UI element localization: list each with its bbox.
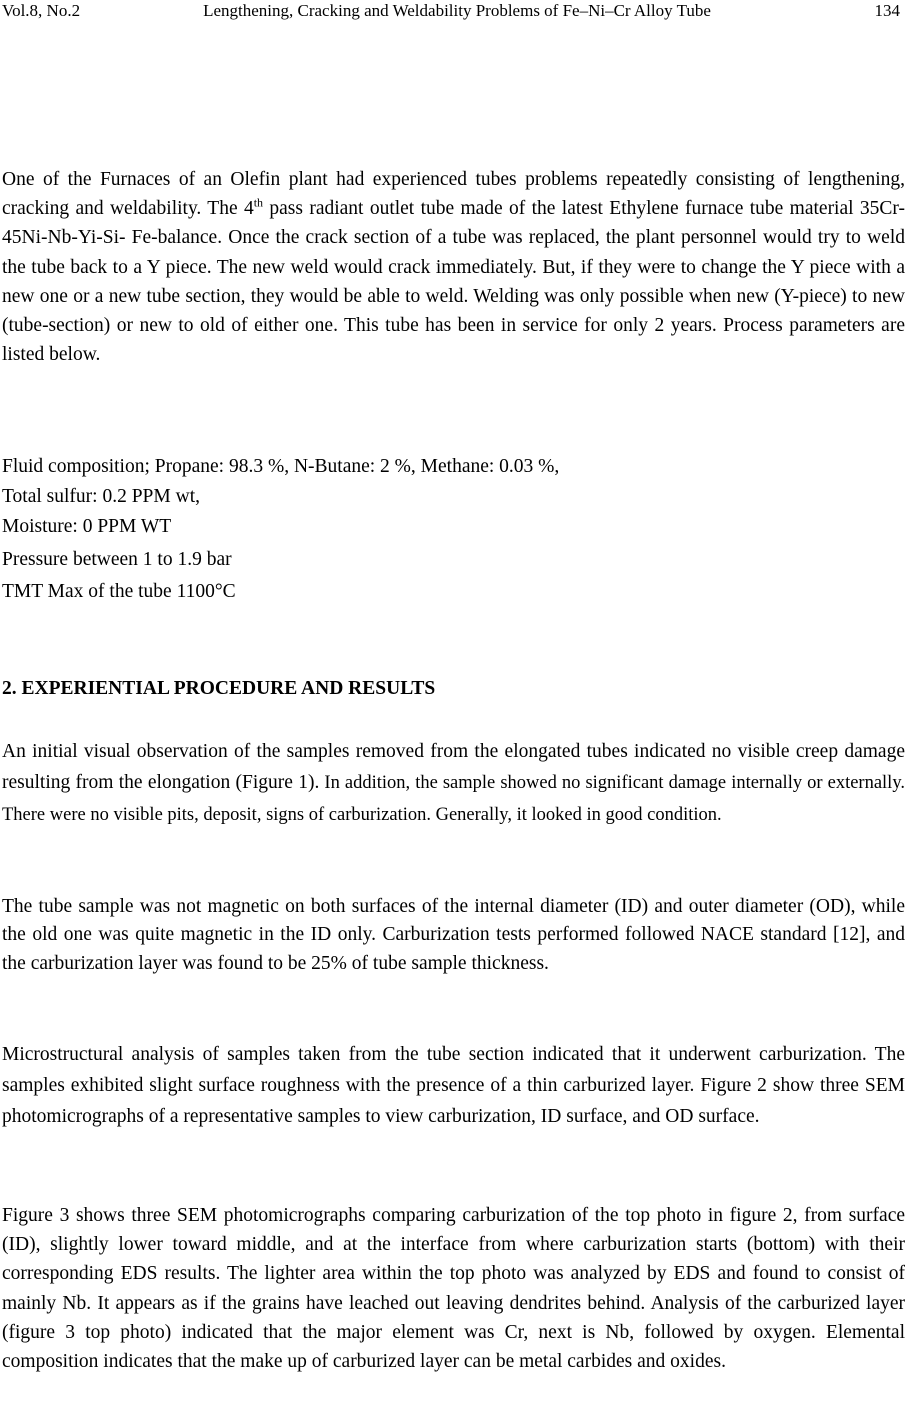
parameter-fluid-composition: Fluid composition; Propane: 98.3 %, N-Butane: 2 %, Methane: 0.03 %,: [2, 456, 560, 477]
visual-observation-text-rest: In addition, the sample showed no significant damage internally or externally. There were no visible pits, deposit, signs of carburization. Generally, it looked in good condition.: [2, 773, 905, 826]
figure3-paragraph: [2, 1201, 905, 1376]
microstructure-text-start: Microstructural analysis of samples taken from the tube section indicated that it underwent carburization. The samples exhibited slight surface roughness with the presence of a thin carburized layer: [2, 1044, 905, 1096]
intro-text-start: One of the Furnaces of an Olefin plant had experienced tubes problems repeatedly consisting of lengthening, cracking and weldability. The 4: [2, 169, 905, 220]
microstructure-paragraph: [2, 1040, 905, 1132]
visual-observation-text-start: An initial visual observation of the samples removed from the elongated tubes indicated no visible creep damage resulting from the elongation (Figure 1).: [2, 741, 905, 794]
visual-observation-paragraph: [2, 736, 905, 832]
journal-volume: Vol.8, No.2: [2, 1, 81, 20]
parameter-tmt-max: TMT Max of the tube 1100°C: [2, 581, 236, 602]
ordinal-superscript: th: [253, 195, 264, 210]
intro-paragraph: [2, 165, 905, 369]
page-number: 134: [874, 1, 900, 20]
section-heading: 2. EXPERIENTIAL PROCEDURE AND RESULTS: [2, 678, 436, 699]
parameter-pressure: Pressure between 1 to 1.9 bar: [2, 549, 232, 570]
magnetic-test-paragraph: [2, 893, 905, 978]
parameter-moisture: Moisture: 0 PPM WT: [2, 516, 172, 537]
figure3-text: Figure 3 shows three SEM photomicrographs comparing carburization of the top photo in figure 2, from surface (ID), slightly lower toward middle, and at the interface from where carburization starts (bottom) with their corresponding EDS results. The lighter area within the top photo was analyzed by EDS and found to consist of mainly Nb. It appears as if the grains have leached out leaving dendrites behind. Analysis of the carburized layer (figure 3 top photo) indicated that the major element was Cr, next is Nb, followed by oxygen. Elemental composition indicates that the make up of carburized layer can be metal carbides and oxides.: [2, 1205, 905, 1373]
magnetic-test-text: The tube sample was not magnetic on both surfaces of the internal diameter (ID) and outer diameter (OD), while the old one was quite magnetic in the ID only. Carburization tests performed followed NACE standard [12], and the carburization layer was found to be 25% of tube sample thickness.: [2, 896, 905, 974]
article-running-title: Lengthening, Cracking and Weldability Problems of Fe–Ni–Cr Alloy Tube: [203, 1, 711, 20]
running-header: [2, 0, 902, 22]
parameter-total-sulfur: Total sulfur: 0.2 PPM wt,: [2, 486, 200, 507]
microstructure-text-rest: . Figure 2 show three SEM photomicrographs of a representative samples to view carburization, ID surface, and OD surface.: [2, 1074, 905, 1127]
intro-text-rest: pass radiant outlet tube made of the latest Ethylene furnace tube material 35Cr-45Ni-Nb-Yi-Si- Fe-balance. Once the crack section of a tube was replaced, the plant personnel would try to weld the tube back to a Y piece. The new weld would crack immediately. But, if they were to change the Y piece with a new one or a new tube section, they would be able to weld. Welding was only possible when new (Y-piece) to new (tube-section) or new to old of either one. This tube has been in service for only 2 years. Process parameters are listed below.: [2, 198, 905, 366]
